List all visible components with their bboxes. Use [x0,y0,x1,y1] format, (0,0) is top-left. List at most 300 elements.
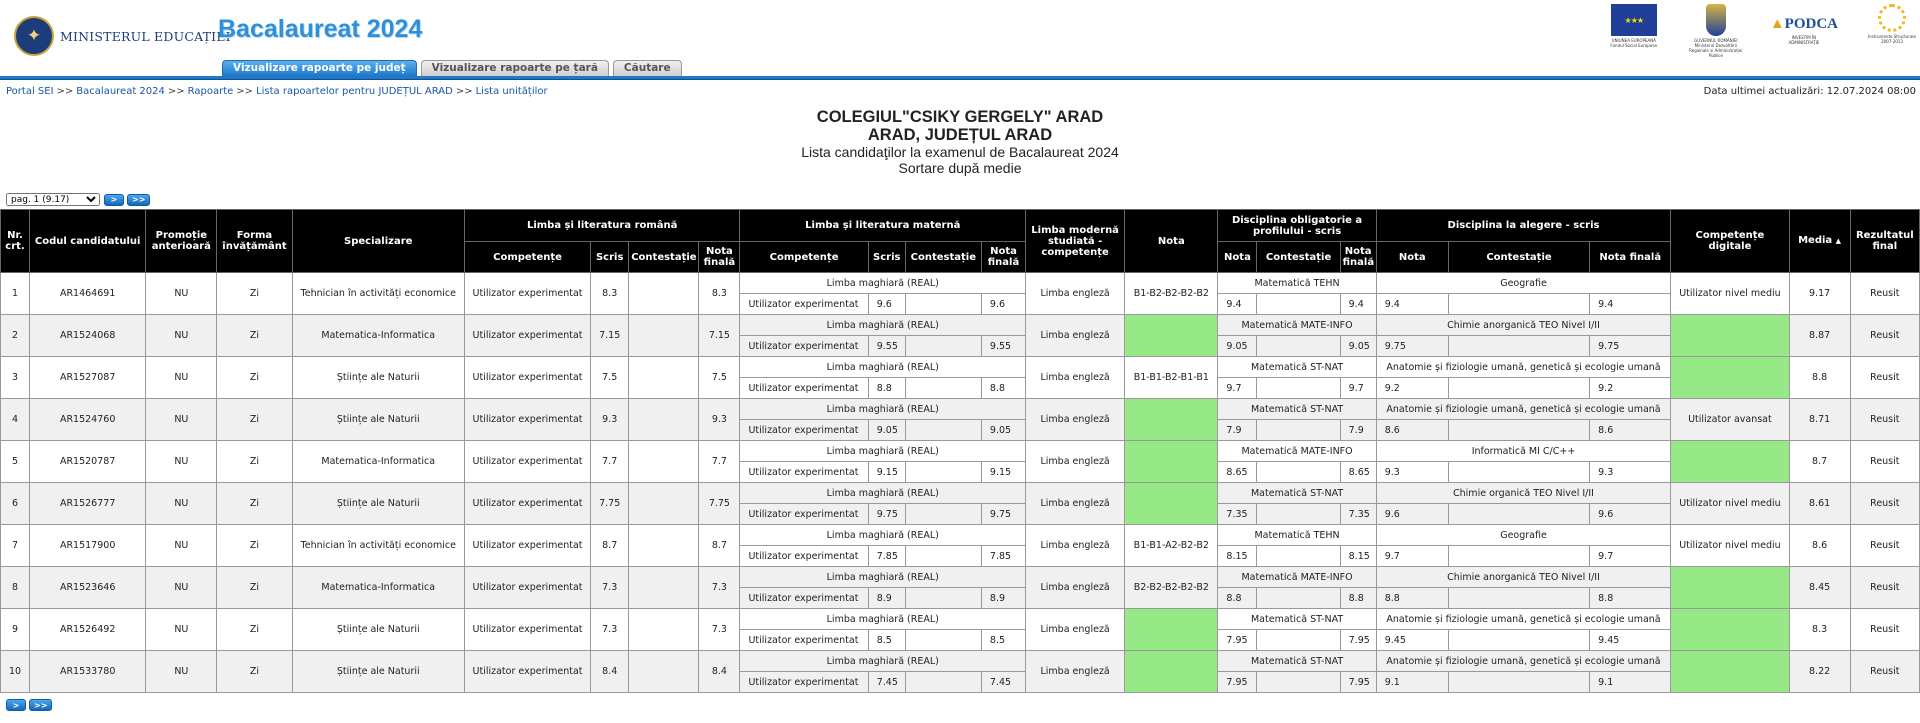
cell-obl-subject: Matematică ST-NAT [1218,483,1376,504]
cell-mat-nota-finala: 7.45 [981,672,1025,693]
eu-logo [1606,4,1662,48]
cell-mat-scris: 9.55 [868,336,905,357]
cell-ale-contestatie [1448,378,1589,399]
cell-rezultat: Reusit [1850,357,1919,399]
col-forma: Forma învățământ [217,210,292,273]
cell-limba-moderna: Limba engleză [1026,273,1125,315]
col-mat-competente: Competențe [740,242,868,273]
cell-ale-nota: 9.1 [1376,672,1448,693]
cell-mat-nota-finala: 8.8 [981,378,1025,399]
cell-mat-subject: Limba maghiară (REAL) [740,651,1026,672]
cell-obl-nota: 7.9 [1218,420,1257,441]
cell-mat-subject: Limba maghiară (REAL) [740,357,1026,378]
list-title: Lista candidaţilor la examenul de Bacalaureat 2024 [801,144,1119,160]
cell-mat-scris: 9.15 [868,462,905,483]
tab-country-reports[interactable]: Vizualizare rapoarte pe țară [421,60,609,76]
cell-specializare: Științe ale Naturii [292,651,464,693]
table-row [1,525,1920,546]
school-location: ARAD, JUDEȚUL ARAD [867,126,1053,144]
cell-lmod-nota [1125,441,1218,483]
cell-media: 8.8 [1789,357,1850,399]
cell-mat-contestatie [905,588,981,609]
cell-obl-nota: 9.7 [1218,378,1257,399]
cell-mat-nota-finala: 9.05 [981,420,1025,441]
col-rom-nota-finala: Nota finală [699,242,740,273]
structural-funds-caption: Instrumente Structurale 2007-2013 [1868,34,1916,44]
last-page-button[interactable]: >> [127,194,150,206]
structural-funds-icon [1878,4,1906,32]
cell-lmod-nota [1125,609,1218,651]
cell-mat-contestatie [905,672,981,693]
cell-mat-competente: Utilizator experimentat [740,672,868,693]
col-competente-digitale: Competențe digitale [1671,210,1789,273]
cell-mat-subject: Limba maghiară (REAL) [740,567,1026,588]
last-update-text: Data ultimei actualizări: 12.07.2024 08:00 [1703,86,1916,97]
cell-forma: Zi [217,651,292,693]
cell-mat-contestatie [905,462,981,483]
cell-cod: AR1520787 [30,441,146,483]
cell-limba-moderna: Limba engleză [1026,441,1125,483]
cell-mat-competente: Utilizator experimentat [740,336,868,357]
partner-logos [1580,4,1920,60]
cell-lmod-nota: B2-B2-B2-B2-B2 [1125,567,1218,609]
cell-mat-scris: 7.85 [868,546,905,567]
col-media-sortable[interactable]: Media ▲ [1789,210,1850,273]
cell-obl-nota-finala: 7.95 [1340,630,1376,651]
cell-rom-contestatie [629,651,699,693]
page-header [0,0,1920,75]
cell-promotie: NU [146,357,217,399]
cell-rom-competente: Utilizator experimentat [464,651,590,693]
cell-rom-nota-finala: 7.5 [699,357,740,399]
cell-competente-digitale [1671,357,1789,399]
cell-ale-subject: Chimie anorganică TEO Nivel I/II [1376,315,1671,336]
cell-obl-nota-finala: 9.7 [1340,378,1376,399]
cell-obl-nota: 7.35 [1218,504,1257,525]
cell-ale-nota-finala: 8.8 [1590,588,1671,609]
cell-obl-nota: 8.15 [1218,546,1257,567]
cell-ale-nota: 9.3 [1376,462,1448,483]
candidates-table-body [1,273,1920,693]
cell-lmod-nota: B1-B1-A2-B2-B2 [1125,525,1218,567]
cell-mat-scris: 9.75 [868,504,905,525]
cell-promotie: NU [146,441,217,483]
cell-ale-subject: Geografie [1376,525,1671,546]
cell-rom-scris: 8.4 [591,651,629,693]
cell-mat-scris: 8.5 [868,630,905,651]
cell-rom-contestatie [629,525,699,567]
cell-competente-digitale [1671,609,1789,651]
cell-obl-contestatie [1257,504,1340,525]
cell-cod: AR1517900 [30,525,146,567]
header-divider [0,76,1920,80]
cell-obl-subject: Matematică MATE-INFO [1218,315,1376,336]
podca-logo [1770,4,1838,45]
podca-logo-caption: INVESTIM ÎN ADMINISTRAȚIE [1788,35,1820,45]
gov-logo-caption: GUVERNUL ROMÂNIEI Ministerul Dezvoltării Regionale și Administrației Publice [1689,38,1743,58]
cell-competente-digitale [1671,315,1789,357]
cell-rom-nota-finala: 7.15 [699,315,740,357]
cell-rezultat: Reusit [1850,525,1919,567]
cell-competente-digitale: Utilizator avansat [1671,399,1789,441]
cell-ale-nota-finala: 9.1 [1590,672,1671,693]
cell-lmod-nota: B1-B2-B2-B2-B2 [1125,273,1218,315]
cell-mat-nota-finala: 9.6 [981,294,1025,315]
pager-top [6,193,153,206]
cell-rom-scris: 7.7 [591,441,629,483]
cell-mat-scris: 7.45 [868,672,905,693]
table-row [1,357,1920,378]
cell-rezultat: Reusit [1850,651,1919,693]
cell-mat-contestatie [905,630,981,651]
cell-nr: 5 [1,441,30,483]
cell-ale-nota-finala: 9.4 [1590,294,1671,315]
cell-mat-subject: Limba maghiară (REAL) [740,483,1026,504]
cell-mat-subject: Limba maghiară (REAL) [740,609,1026,630]
cell-obl-subject: Matematică MATE-INFO [1218,567,1376,588]
cell-rom-competente: Utilizator experimentat [464,567,590,609]
cell-forma: Zi [217,567,292,609]
tab-search[interactable]: Căutare [613,60,682,76]
cell-promotie: NU [146,483,217,525]
cell-obl-nota: 7.95 [1218,672,1257,693]
col-mat-contestatie: Contestație [905,242,981,273]
main-tabs [222,60,686,76]
cell-ale-nota-finala: 8.6 [1590,420,1671,441]
cell-obl-nota: 8.8 [1218,588,1257,609]
cell-obl-nota-finala: 7.35 [1340,504,1376,525]
cell-obl-nota: 8.65 [1218,462,1257,483]
cell-forma: Zi [217,399,292,441]
col-ale-nota: Nota [1376,242,1448,273]
cell-rom-scris: 8.7 [591,525,629,567]
cell-rezultat: Reusit [1850,399,1919,441]
cell-rom-nota-finala: 8.7 [699,525,740,567]
cell-ale-nota-finala: 9.6 [1590,504,1671,525]
cell-mat-nota-finala: 9.75 [981,504,1025,525]
cell-limba-moderna: Limba engleză [1026,525,1125,567]
cell-rom-competente: Utilizator experimentat [464,441,590,483]
structural-funds-logo [1864,4,1920,44]
col-cod: Codul candidatului [30,210,146,273]
cell-ale-nota: 8.8 [1376,588,1448,609]
cell-rom-competente: Utilizator experimentat [464,609,590,651]
cell-competente-digitale: Utilizator nivel mediu [1671,273,1789,315]
cell-media: 8.71 [1789,399,1850,441]
cell-cod: AR1526777 [30,483,146,525]
cell-cod: AR1524760 [30,399,146,441]
breadcrumb-units[interactable]: Lista unităților [475,86,548,97]
cell-obl-nota-finala: 9.05 [1340,336,1376,357]
col-limba-moderna: Limba modernă studiată - competențe [1026,210,1125,273]
cell-media: 8.22 [1789,651,1850,693]
cell-media: 8.45 [1789,567,1850,609]
next-page-button-bottom[interactable]: > [6,699,26,711]
cell-ale-nota-finala: 9.2 [1590,378,1671,399]
cell-obl-nota-finala: 8.65 [1340,462,1376,483]
cell-mat-contestatie [905,336,981,357]
cell-mat-contestatie [905,420,981,441]
cell-competente-digitale [1671,567,1789,609]
cell-rom-contestatie [629,399,699,441]
cell-ale-contestatie [1448,420,1589,441]
last-page-button-bottom[interactable]: >> [29,699,52,711]
cell-mat-competente: Utilizator experimentat [740,588,868,609]
cell-ale-nota: 9.6 [1376,504,1448,525]
cell-obl-subject: Matematică ST-NAT [1218,357,1376,378]
cell-ale-nota-finala: 9.45 [1590,630,1671,651]
cell-rezultat: Reusit [1850,441,1919,483]
cell-rom-nota-finala: 9.3 [699,399,740,441]
candidates-table [0,209,1920,693]
cell-forma: Zi [217,609,292,651]
cell-rom-scris: 7.75 [591,483,629,525]
cell-rom-scris: 7.3 [591,567,629,609]
cell-obl-contestatie [1257,336,1340,357]
cell-specializare: Științe ale Naturii [292,399,464,441]
cell-mat-scris: 8.8 [868,378,905,399]
ministry-crest-icon: ✦ [14,16,54,56]
cell-mat-subject: Limba maghiară (REAL) [740,315,1026,336]
cell-rezultat: Reusit [1850,483,1919,525]
cell-forma: Zi [217,315,292,357]
col-ale-nota-finala: Nota finală [1590,242,1671,273]
cell-media: 8.6 [1789,525,1850,567]
romania-crest-icon [1706,4,1726,36]
col-obl-contestatie: Contestație [1257,242,1340,273]
table-row [1,651,1920,672]
cell-mat-nota-finala: 8.9 [981,588,1025,609]
col-disciplina-obligatorie: Disciplina obligatorie a profilului - scris [1218,210,1376,242]
cell-obl-nota: 7.95 [1218,630,1257,651]
breadcrumb-portal-sei[interactable]: Portal SEI [6,86,54,97]
cell-ale-nota: 9.4 [1376,294,1448,315]
cell-lmod-nota [1125,483,1218,525]
cell-ale-contestatie [1448,630,1589,651]
cell-rom-scris: 7.3 [591,609,629,651]
cell-forma: Zi [217,441,292,483]
col-limba-materna: Limba și literatura maternă [740,210,1026,242]
table-row [1,399,1920,420]
cell-nr: 8 [1,567,30,609]
cell-rezultat: Reusit [1850,609,1919,651]
cell-ale-nota: 9.7 [1376,546,1448,567]
cell-promotie: NU [146,651,217,693]
cell-cod: AR1526492 [30,609,146,651]
cell-obl-nota: 9.4 [1218,294,1257,315]
cell-obl-contestatie [1257,294,1340,315]
cell-obl-subject: Matematică ST-NAT [1218,651,1376,672]
cell-obl-contestatie [1257,546,1340,567]
cell-specializare: Tehnician în activități economice [292,525,464,567]
cell-mat-contestatie [905,546,981,567]
cell-obl-nota-finala: 7.9 [1340,420,1376,441]
cell-specializare: Științe ale Naturii [292,483,464,525]
cell-mat-competente: Utilizator experimentat [740,504,868,525]
col-mat-nota-finala: Nota finală [981,242,1025,273]
page-select[interactable] [6,193,100,206]
report-titles [0,108,1920,176]
cell-obl-nota-finala: 9.4 [1340,294,1376,315]
table-row [1,609,1920,630]
cell-media: 8.87 [1789,315,1850,357]
cell-obl-subject: Matematică TEHN [1218,525,1376,546]
cell-rom-nota-finala: 7.7 [699,441,740,483]
cell-rezultat: Reusit [1850,567,1919,609]
cell-lmod-nota [1125,399,1218,441]
cell-promotie: NU [146,609,217,651]
cell-rom-scris: 7.15 [591,315,629,357]
cell-nr: 7 [1,525,30,567]
col-specializare: Specializare [292,210,464,273]
podca-logo-text: ▲PODCA [1769,16,1838,32]
cell-obl-subject: Matematică ST-NAT [1218,399,1376,420]
cell-rezultat: Reusit [1850,315,1919,357]
cell-rom-competente: Utilizator experimentat [464,357,590,399]
breadcrumb-bacalaureat[interactable]: Bacalaureat 2024 [76,86,165,97]
cell-mat-subject: Limba maghiară (REAL) [740,525,1026,546]
cell-ale-subject: Anatomie și fiziologie umană, genetică și ecologie umană [1376,609,1671,630]
cell-ale-nota: 9.45 [1376,630,1448,651]
cell-nr: 6 [1,483,30,525]
cell-rom-scris: 9.3 [591,399,629,441]
cell-mat-competente: Utilizator experimentat [740,294,868,315]
cell-mat-nota-finala: 7.85 [981,546,1025,567]
cell-rom-contestatie [629,567,699,609]
col-rom-scris: Scris [591,242,629,273]
cell-obl-subject: Matematică MATE-INFO [1218,441,1376,462]
cell-rom-competente: Utilizator experimentat [464,483,590,525]
cell-ale-contestatie [1448,672,1589,693]
cell-media: 8.7 [1789,441,1850,483]
cell-limba-moderna: Limba engleză [1026,357,1125,399]
cell-cod: AR1523646 [30,567,146,609]
cell-forma: Zi [217,525,292,567]
cell-ale-subject: Geografie [1376,273,1671,294]
cell-obl-nota: 9.05 [1218,336,1257,357]
cell-promotie: NU [146,273,217,315]
cell-promotie: NU [146,567,217,609]
cell-specializare: Matematica-Informatica [292,315,464,357]
cell-rom-competente: Utilizator experimentat [464,525,590,567]
tab-county-reports[interactable]: Vizualizare rapoarte pe județ [222,60,417,76]
eu-logo-caption: UNIUNEA EUROPEANĂ Fondul Social European [1610,38,1658,48]
cell-ale-nota-finala: 9.7 [1590,546,1671,567]
cell-rom-contestatie [629,441,699,483]
col-obl-nota: Nota [1218,242,1257,273]
cell-ale-contestatie [1448,546,1589,567]
cell-rom-competente: Utilizator experimentat [464,399,590,441]
cell-cod: AR1464691 [30,273,146,315]
cell-mat-competente: Utilizator experimentat [740,378,868,399]
table-row [1,483,1920,504]
cell-specializare: Tehnician în activități economice [292,273,464,315]
cell-ale-subject: Informatică MI C/C++ [1376,441,1671,462]
cell-mat-scris: 8.9 [868,588,905,609]
eu-flag-icon: ★★★ [1611,4,1657,36]
cell-mat-scris: 9.6 [868,294,905,315]
breadcrumb: Portal SEI >> Bacalaureat 2024 >> Rapoarte >> Lista rapoartelor pentru JUDEȚUL ARAD >> Lista unităților Data ultimei actualizări: 12.07.2024 08:00 [6,86,1916,97]
cell-obl-subject: Matematică TEHN [1218,273,1376,294]
col-promotie: Promoție anterioară [146,210,217,273]
gov-logo [1688,4,1744,58]
cell-rom-nota-finala: 8.3 [699,273,740,315]
cell-nr: 4 [1,399,30,441]
cell-limba-moderna: Limba engleză [1026,609,1125,651]
table-row [1,315,1920,336]
school-name: COLEGIUL"CSIKY GERGELY" ARAD [816,108,1104,126]
cell-mat-subject: Limba maghiară (REAL) [740,273,1026,294]
ministry-logo[interactable] [14,16,231,56]
cell-mat-subject: Limba maghiară (REAL) [740,441,1026,462]
cell-specializare: Științe ale Naturii [292,609,464,651]
cell-lmod-nota [1125,315,1218,357]
col-disciplina-alegere: Disciplina la alegere - scris [1376,210,1671,242]
cell-media: 9.17 [1789,273,1850,315]
cell-ale-nota: 9.75 [1376,336,1448,357]
cell-obl-contestatie [1257,462,1340,483]
cell-ale-nota: 9.2 [1376,378,1448,399]
cell-media: 8.3 [1789,609,1850,651]
cell-ale-contestatie [1448,504,1589,525]
cell-ale-contestatie [1448,588,1589,609]
cell-rom-contestatie [629,483,699,525]
cell-ale-contestatie [1448,336,1589,357]
cell-rom-contestatie [629,357,699,399]
cell-limba-moderna: Limba engleză [1026,399,1125,441]
cell-obl-contestatie [1257,378,1340,399]
cell-specializare: Matematica-Informatica [292,441,464,483]
col-limba-romana: Limba și literatura română [464,210,740,242]
col-obl-nota-finala: Nota finală [1340,242,1376,273]
sort-title: Sortare după medie [898,160,1022,176]
cell-nr: 1 [1,273,30,315]
cell-obl-contestatie [1257,420,1340,441]
cell-ale-subject: Anatomie și fiziologie umană, genetică și ecologie umană [1376,651,1671,672]
cell-rom-contestatie [629,315,699,357]
table-row [1,441,1920,462]
cell-obl-subject: Matematică ST-NAT [1218,609,1376,630]
cell-competente-digitale: Utilizator nivel mediu [1671,525,1789,567]
cell-cod: AR1533780 [30,651,146,693]
cell-obl-nota-finala: 7.95 [1340,672,1376,693]
cell-mat-contestatie [905,378,981,399]
col-rezultat: Rezultatul final [1850,210,1919,273]
cell-ale-nota-finala: 9.3 [1590,462,1671,483]
cell-nr: 3 [1,357,30,399]
col-rom-contestatie: Contestație [629,242,699,273]
cell-media: 8.61 [1789,483,1850,525]
sort-ascending-icon: ▲ [1835,237,1842,245]
cell-lmod-nota [1125,651,1218,693]
cell-forma: Zi [217,273,292,315]
cell-lmod-nota: B1-B1-B2-B1-B1 [1125,357,1218,399]
cell-cod: AR1524068 [30,315,146,357]
cell-mat-nota-finala: 9.15 [981,462,1025,483]
cell-mat-contestatie [905,504,981,525]
cell-limba-moderna: Limba engleză [1026,315,1125,357]
cell-cod: AR1527087 [30,357,146,399]
cell-ale-nota: 8.6 [1376,420,1448,441]
breadcrumb-rapoarte[interactable]: Rapoarte [187,86,234,97]
breadcrumb-county-list[interactable]: Lista rapoartelor pentru JUDEȚUL ARAD [256,86,453,97]
cell-rom-nota-finala: 7.3 [699,567,740,609]
table-row [1,273,1920,294]
next-page-button[interactable]: > [104,194,124,206]
cell-rom-scris: 7.5 [591,357,629,399]
cell-ale-subject: Anatomie și fiziologie umană, genetică și ecologie umană [1376,399,1671,420]
app-title: Bacalaureat 2024 [218,15,423,43]
